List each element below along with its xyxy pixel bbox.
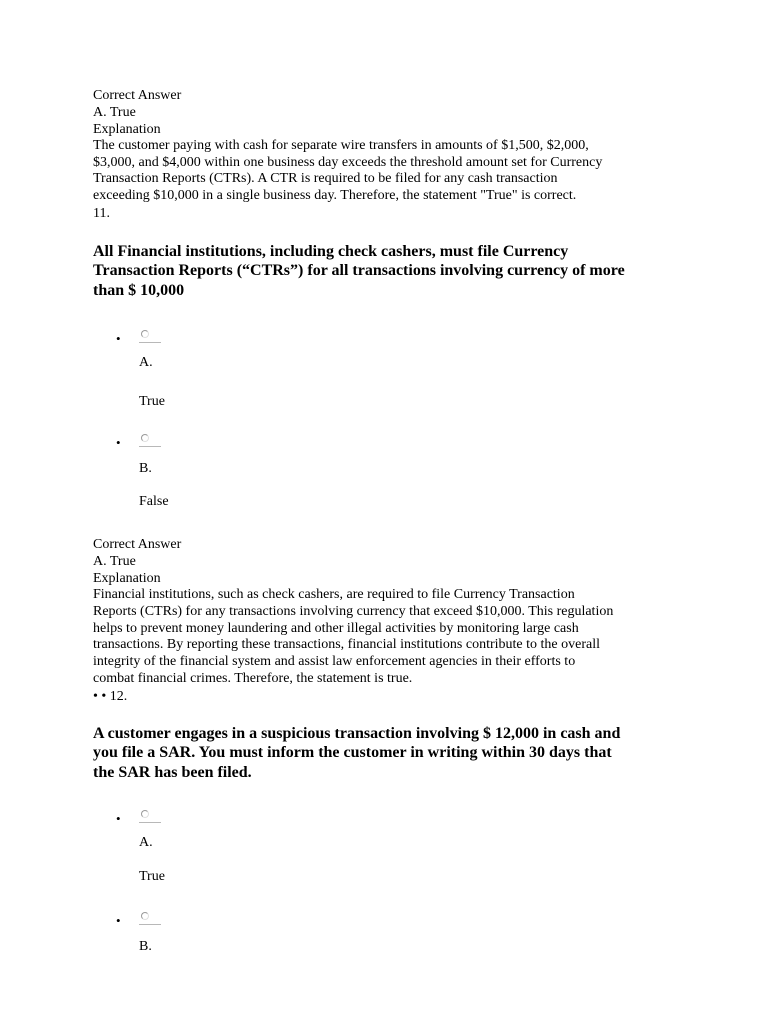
document-page — [93, 87, 683, 968]
radio-circle-icon — [141, 912, 149, 920]
explanation-line: helps to prevent money laundering and other illegal activities by monitoring large cash — [93, 620, 579, 636]
explanation-line: Transaction Reports (CTRs). A CTR is required to be filed for any cash transaction — [93, 171, 558, 187]
question-number: 11. — [93, 205, 110, 221]
correct-answer-value: A. True — [93, 554, 136, 570]
explanation-line: $3,000, and $4,000 within one business day exceeds the threshold amount set for Currency — [93, 154, 603, 170]
radio-button[interactable] — [139, 810, 161, 824]
question-11 — [93, 242, 683, 537]
option-b[interactable] — [93, 908, 683, 968]
option-text: False — [139, 494, 169, 510]
question-title-line: A customer engages in a suspicious transaction involving $ 12,000 in cash and — [93, 724, 621, 742]
option-b[interactable] — [93, 430, 683, 536]
answer-block-11 — [93, 536, 683, 704]
question-title-line: you file a SAR. You must inform the customer in writing within 30 days that — [93, 744, 612, 762]
bullet: • — [116, 435, 121, 451]
explanation-line: integrity of the financial system and assist law enforcement agencies in their efforts to — [93, 654, 576, 670]
question-12 — [93, 724, 683, 969]
option-letter: A. — [139, 835, 153, 851]
radio-button[interactable] — [139, 330, 161, 344]
question-title-line: the SAR has been filed. — [93, 763, 252, 781]
explanation-line: Financial institutions, such as check cashers, are required to file Currency Transaction — [93, 587, 575, 603]
explanation-line: combat financial crimes. Therefore, the statement is true. — [93, 670, 413, 686]
option-text: True — [139, 394, 165, 410]
radio-circle-icon — [141, 810, 149, 818]
radio-button[interactable] — [139, 912, 161, 926]
question-number: • • 12. — [93, 688, 128, 704]
question-title-line: All Financial institutions, including check cashers, must file Currency — [93, 242, 569, 260]
correct-answer-label: Correct Answer — [93, 88, 182, 103]
explanation-line: Reports (CTRs) for any transactions involving currency that exceed $10,000. This regulation — [93, 604, 614, 620]
question-title-line: Transaction Reports (“CTRs”) for all transactions involving currency of more — [93, 262, 625, 280]
option-letter: B. — [139, 939, 152, 955]
option-a[interactable] — [93, 326, 683, 430]
bullet: • — [116, 811, 121, 827]
radio-button[interactable] — [139, 434, 161, 448]
question-title-line: than $ 10,000 — [93, 281, 185, 299]
option-text: True — [139, 869, 165, 885]
correct-answer-label: Correct Answer — [93, 537, 182, 553]
explanation-label: Explanation — [93, 571, 161, 587]
answer-block-10 — [93, 87, 683, 222]
bullet: • — [116, 913, 121, 929]
explanation-line: The customer paying with cash for separate wire transfers in amounts of $1,500, $2,000, — [93, 138, 589, 153]
option-a[interactable] — [93, 806, 683, 908]
bullet: • — [116, 331, 121, 347]
option-letter: B. — [139, 461, 152, 477]
radio-circle-icon — [141, 330, 149, 338]
explanation-line: exceeding $10,000 in a single business day. Therefore, the statement "True" is correct. — [93, 188, 577, 204]
explanation-label: Explanation — [93, 122, 161, 137]
option-letter: A. — [139, 355, 153, 371]
explanation-line: transactions. By reporting these transactions, financial institutions contribute to the overall — [93, 637, 600, 653]
radio-circle-icon — [141, 434, 149, 442]
correct-answer-value: A. True — [93, 105, 136, 120]
